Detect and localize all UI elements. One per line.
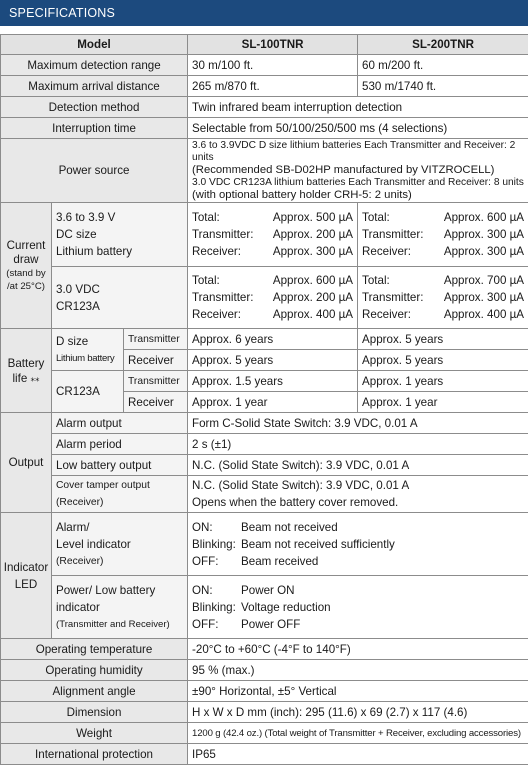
row-weight <box>1 723 528 744</box>
dsize-label-line2: DC size <box>56 228 97 241</box>
indicator-label-line1: Indicator <box>3 560 49 574</box>
alarm-level-label-line2: Level indicator <box>56 537 131 551</box>
power-low-label-line1: Power/ Low battery <box>56 583 156 597</box>
state-value: Beam not received <box>241 520 338 534</box>
alarm-period-value: 2 s (±1) <box>188 434 528 455</box>
footnote-mark: ⁎⁎ <box>30 372 40 383</box>
table-header-row <box>1 35 528 55</box>
value-sl100tnr: Approx. 1.5 years <box>188 371 358 392</box>
value-sl200tnr: 60 m/200 ft. <box>358 55 528 76</box>
state-value: Voltage reduction <box>241 600 331 614</box>
current-draw-label-line1: Current <box>6 238 46 252</box>
total-key: Total: <box>192 274 220 287</box>
receiver-value: Approx. 400 µA <box>272 308 354 321</box>
row-alarm-output <box>1 413 528 434</box>
battery-life-label <box>1 329 52 413</box>
row-label: Maximum arrival distance <box>1 76 188 97</box>
power-source-value <box>188 139 528 203</box>
total-key: Total: <box>192 211 220 224</box>
cr123a-label-line2: CR123A <box>56 299 100 313</box>
state-value: Power ON <box>241 583 295 597</box>
specifications-header <box>0 0 528 26</box>
cover-tamper-label-line2: (Receiver) <box>56 497 104 508</box>
indicator-led-label <box>1 513 52 639</box>
cr123a-battery-label <box>52 267 188 329</box>
row-detection-method <box>1 97 528 118</box>
receiver-key: Receiver: <box>192 245 241 258</box>
transmitter-value: Approx. 200 µA <box>272 291 354 304</box>
row-label: International protection <box>1 744 188 765</box>
battery-life-label-line1: Battery <box>7 356 45 370</box>
row-low-battery-output <box>1 455 528 476</box>
row-battery-life-cr123a-tx <box>1 371 528 392</box>
alarm-output-value: Form C-Solid State Switch: 3.9 VDC, 0.01 A <box>188 413 528 434</box>
receiver-label: Receiver <box>124 350 188 371</box>
value-shared: IP65 <box>188 744 528 765</box>
receiver-value: Approx. 300 µA <box>272 245 354 258</box>
low-battery-output-value: N.C. (Solid State Switch): 3.9 VDC, 0.01 A <box>188 455 528 476</box>
alarm-level-value <box>188 513 528 576</box>
row-dimension <box>1 702 528 723</box>
state-key: ON: <box>192 583 213 597</box>
value-sl200tnr: Approx. 1 years <box>358 371 528 392</box>
row-power-source <box>1 139 528 203</box>
state-key: ON: <box>192 520 213 534</box>
col-sl200tnr-header: SL-200TNR <box>358 35 528 55</box>
row-label: Maximum detection range <box>1 55 188 76</box>
cover-tamper-value <box>188 476 528 513</box>
alarm-period-label: Alarm period <box>52 434 188 455</box>
transmitter-value: Approx. 300 µA <box>443 228 525 241</box>
total-value: Approx. 600 µA <box>443 211 525 224</box>
receiver-key: Receiver: <box>362 308 411 321</box>
receiver-key: Receiver: <box>192 308 241 321</box>
row-operating-humidity <box>1 660 528 681</box>
current-draw-label-line2: draw <box>13 252 39 266</box>
output-label: Output <box>1 413 52 513</box>
transmitter-label: Transmitter <box>124 329 188 350</box>
receiver-label: Receiver <box>124 392 188 413</box>
value-sl200tnr: 530 m/1740 ft. <box>358 76 528 97</box>
battery-life-label-line2 <box>2 371 50 386</box>
dsize-life-line2: Lithium battery <box>56 352 115 364</box>
state-key: Blinking: <box>192 600 236 614</box>
current-draw-cr123a-sl200tnr <box>358 267 528 329</box>
power-low-value <box>188 576 528 639</box>
power-source-line2: (Recommended SB-D02HP manufactured by VITZROCELL) <box>192 163 495 176</box>
cr123a-label-line1: 3.0 VDC <box>56 282 100 296</box>
cover-tamper-value-line2: Opens when the battery cover removed. <box>192 496 399 509</box>
state-value: Beam received <box>241 554 319 568</box>
total-value: Approx. 600 µA <box>272 274 354 287</box>
dsize-label-line3: Lithium battery <box>56 245 133 258</box>
current-draw-dsize-sl200tnr <box>358 203 528 267</box>
value-sl200tnr: Approx. 1 year <box>358 392 528 413</box>
row-label: Operating temperature <box>1 639 188 660</box>
header-title: SPECIFICATIONS <box>9 6 116 20</box>
cover-tamper-value-line1: N.C. (Solid State Switch): 3.9 VDC, 0.01 A <box>192 479 410 492</box>
transmitter-label: Transmitter <box>124 371 188 392</box>
value-shared: -20°C to +60°C (-4°F to 140°F) <box>188 639 528 660</box>
specifications-table <box>0 34 528 765</box>
row-label: Weight <box>1 723 188 744</box>
row-power-low-indicator <box>1 576 528 639</box>
value-shared: Selectable from 50/100/250/500 ms (4 selections) <box>188 118 528 139</box>
value-sl200tnr: Approx. 5 years <box>358 350 528 371</box>
indicator-label-line2: LED <box>14 577 38 591</box>
battery-life-cr123a-label: CR123A <box>52 371 124 413</box>
value-sl100tnr: 30 m/100 ft. <box>188 55 358 76</box>
total-value: Approx. 500 µA <box>272 211 354 224</box>
row-international-protection <box>1 744 528 765</box>
row-current-draw-dsize <box>1 203 528 267</box>
row-operating-temperature <box>1 639 528 660</box>
row-alignment-angle <box>1 681 528 702</box>
power-source-line3: 3.0 VDC CR123A lithium batteries Each Transmitter and Receiver: 8 units <box>192 176 524 188</box>
value-shared: 95 % (max.) <box>188 660 528 681</box>
value-shared: H x W x D mm (inch): 295 (11.6) x 69 (2.7) x 117 (4.6) <box>188 702 528 723</box>
state-key: OFF: <box>192 554 219 568</box>
power-low-label <box>52 576 188 639</box>
battery-life-dsize-label <box>52 329 124 371</box>
transmitter-key: Transmitter: <box>192 228 254 241</box>
row-label: Interruption time <box>1 118 188 139</box>
receiver-key: Receiver: <box>362 245 411 258</box>
low-battery-output-label: Low battery output <box>52 455 188 476</box>
receiver-value: Approx. 300 µA <box>443 245 525 258</box>
dsize-life-line1: D size <box>56 334 89 348</box>
value-sl100tnr: Approx. 6 years <box>188 329 358 350</box>
transmitter-key: Transmitter: <box>362 291 424 304</box>
transmitter-value: Approx. 200 µA <box>272 228 354 241</box>
value-sl100tnr: Approx. 1 year <box>188 392 358 413</box>
state-key: OFF: <box>192 617 219 631</box>
current-draw-label-line4: /at 25°C) <box>7 280 45 292</box>
row-cover-tamper <box>1 476 528 513</box>
value-shared: ±90° Horizontal, ±5° Vertical <box>188 681 528 702</box>
current-draw-label-line3: (stand by <box>6 267 46 279</box>
row-label: Dimension <box>1 702 188 723</box>
power-source-line4: (with optional battery holder CRH-5: 2 units) <box>192 188 412 201</box>
total-key: Total: <box>362 211 390 224</box>
state-value: Beam not received sufficiently <box>241 537 395 551</box>
value-sl100tnr: Approx. 5 years <box>188 350 358 371</box>
power-low-label-line2: indicator <box>56 600 100 614</box>
alarm-level-label-line1: Alarm/ <box>56 520 90 534</box>
value-shared: Twin infrared beam interruption detection <box>188 97 528 118</box>
row-label: Operating humidity <box>1 660 188 681</box>
total-value: Approx. 700 µA <box>443 274 525 287</box>
alarm-output-label: Alarm output <box>52 413 188 434</box>
row-alarm-level-indicator <box>1 513 528 576</box>
cover-tamper-label-line1: Cover tamper output <box>56 480 150 491</box>
row-interruption-time <box>1 118 528 139</box>
current-draw-dsize-sl100tnr <box>188 203 358 267</box>
alarm-level-label-line3: (Receiver) <box>56 555 104 567</box>
row-label: Alignment angle <box>1 681 188 702</box>
total-key: Total: <box>362 274 390 287</box>
transmitter-value: Approx. 300 µA <box>443 291 525 304</box>
row-label: Power source <box>1 139 188 203</box>
battery-life-label-text: life <box>12 371 28 385</box>
dsize-battery-label <box>52 203 188 267</box>
cover-tamper-label <box>52 476 188 513</box>
row-alarm-period <box>1 434 528 455</box>
state-value: Power OFF <box>241 617 301 631</box>
power-low-label-line3: (Transmitter and Receiver) <box>56 618 170 630</box>
transmitter-key: Transmitter: <box>192 291 254 304</box>
value-sl100tnr: 265 m/870 ft. <box>188 76 358 97</box>
row-label: Detection method <box>1 97 188 118</box>
state-key: Blinking: <box>192 537 236 551</box>
power-source-line1: 3.6 to 3.9VDC D size lithium batteries Each Transmitter and Receiver: 2 units <box>192 139 516 163</box>
col-sl100tnr-header: SL-100TNR <box>188 35 358 55</box>
dsize-label-line1: 3.6 to 3.9 V <box>56 211 116 224</box>
transmitter-key: Transmitter: <box>362 228 424 241</box>
row-max-arrival <box>1 76 528 97</box>
current-draw-cr123a-sl100tnr <box>188 267 358 329</box>
col-model-header: Model <box>1 35 188 55</box>
receiver-value: Approx. 400 µA <box>443 308 525 321</box>
row-max-detection <box>1 55 528 76</box>
alarm-level-label <box>52 513 188 576</box>
value-shared: 1200 g (42.4 oz.) (Total weight of Transmitter + Receiver, excluding accessories) <box>188 723 528 744</box>
row-battery-life-dsize-tx <box>1 329 528 350</box>
current-draw-label <box>1 203 52 329</box>
row-current-draw-cr123a <box>1 267 528 329</box>
value-sl200tnr: Approx. 5 years <box>358 329 528 350</box>
